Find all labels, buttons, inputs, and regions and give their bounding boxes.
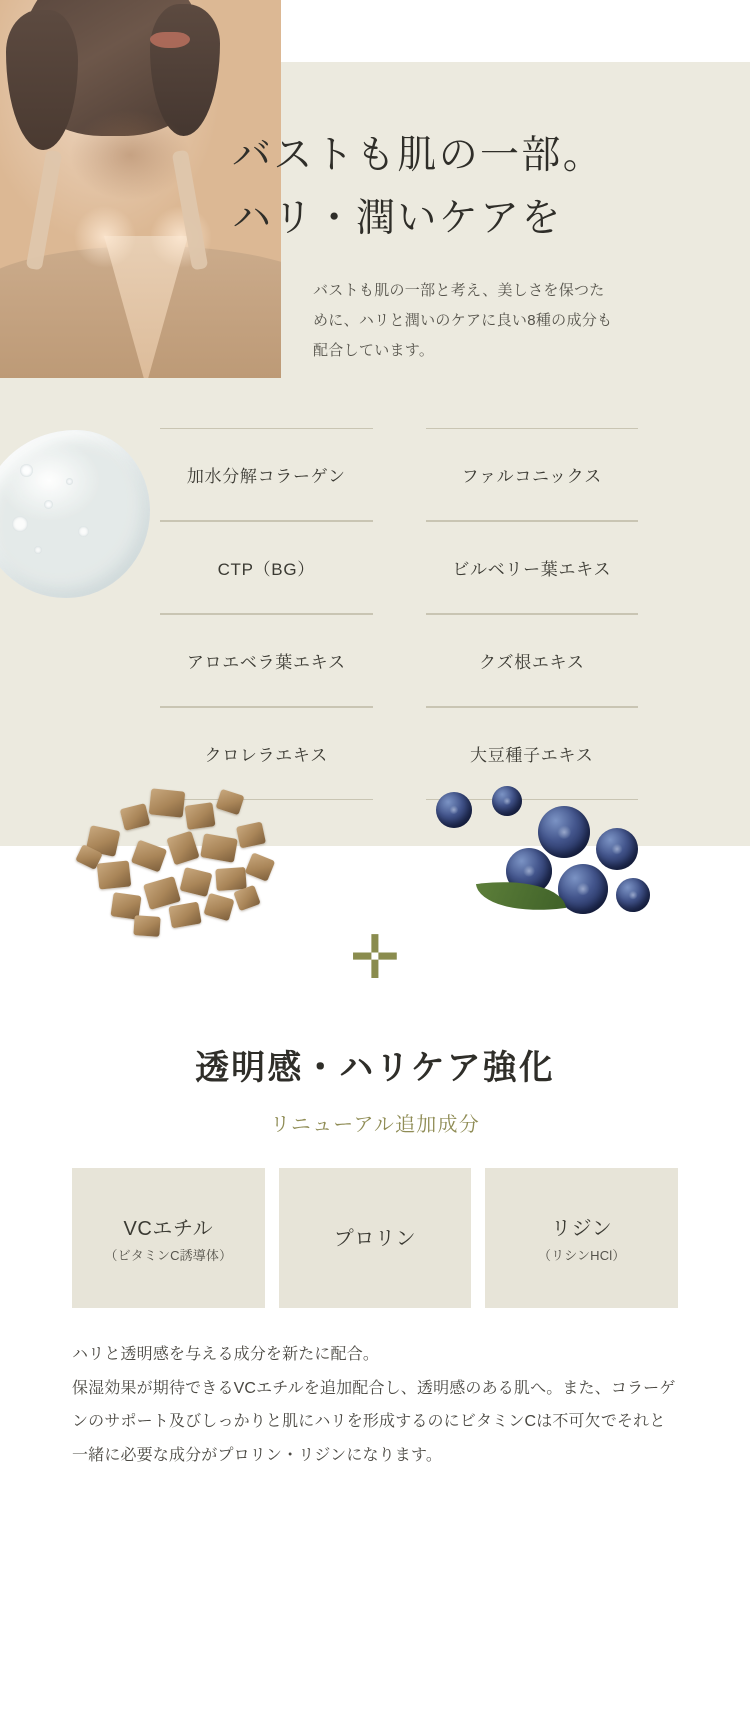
body-paragraph: 保湿効果が期待できるVCエチルを追加配合し、透明感のある肌へ。また、コラーゲンのサポート及びしっかりと肌にハリを形成するのにビタミンCは不可欠でそれと一緒に必要な成分がプロリン・リジンになります。: [72, 1379, 676, 1464]
ingredient-item: クズ根エキス: [426, 614, 639, 707]
chip-sub-label: （ビタミンC誘導体）: [104, 1248, 233, 1263]
chip-item: [485, 1168, 678, 1308]
blueberries-image: [430, 782, 680, 942]
photo-highlight-left: [74, 206, 136, 268]
hero-headline: [232, 124, 732, 250]
plus-icon: ✛: [349, 924, 401, 991]
chip-item: [279, 1168, 472, 1308]
chip-main-label: プロリン: [333, 1227, 417, 1250]
ingredient-grid: [160, 428, 638, 800]
hero-headline-line1: バストも肌の一部。: [232, 134, 605, 177]
ingredient-item: ファルコニックス: [426, 428, 639, 521]
section-two-subtitle: リニューアル追加成分: [270, 1114, 480, 1136]
chip-sub-label: （リシンHCl）: [537, 1248, 626, 1263]
ingredient-item: CTP（BG）: [160, 521, 373, 614]
hero-lead-text: バストも肌の一部と考え、美しさを保つために、ハリと潤いのケアに良い8種の成分も配合しています。: [313, 282, 613, 359]
chip-main-label: VCエチル: [123, 1218, 214, 1240]
chip-item: [72, 1168, 265, 1308]
section-two-title: 透明感・ハリケア強化: [195, 1050, 555, 1087]
ingredient-item: 加水分解コラーゲン: [160, 428, 373, 521]
dried-root-chips-image: [78, 770, 318, 950]
ingredient-item: ビルベリー葉エキス: [426, 521, 639, 614]
body-paragraph: ハリと透明感を与える成分を新たに配合。: [72, 1346, 380, 1363]
ingredient-item: 大豆種子エキス: [426, 707, 639, 800]
added-ingredient-chips: [72, 1168, 678, 1308]
ingredient-item: クロレラエキス: [160, 707, 373, 800]
chip-main-label: リジン: [551, 1218, 613, 1240]
hero-headline-line2: ハリ・潤いケアを: [232, 197, 563, 241]
section-two-body: [72, 1338, 680, 1472]
ingredient-item: アロエベラ葉エキス: [160, 614, 373, 707]
photo-lips: [150, 32, 190, 48]
